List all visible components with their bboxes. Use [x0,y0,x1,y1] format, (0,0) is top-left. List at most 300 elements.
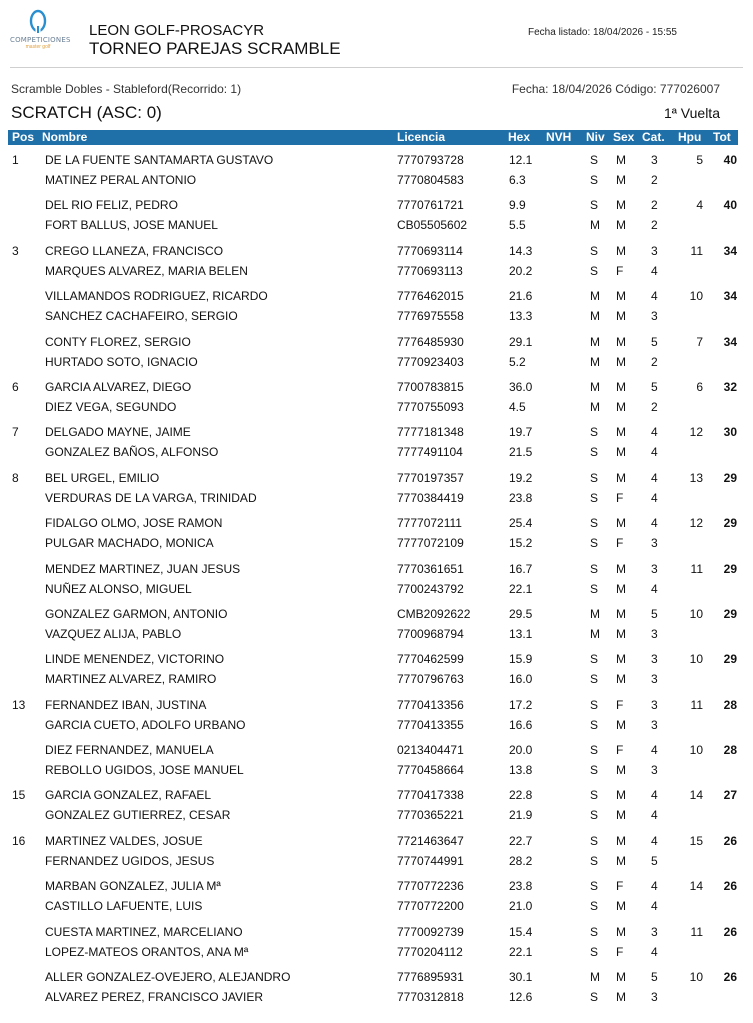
player-line [0,787,753,807]
player-name-cell: MENDEZ MARTINEZ, JUAN JESUS [45,561,241,576]
category-cell: 4 [651,425,658,440]
table-row [0,288,753,333]
category-cell: 3 [651,763,658,778]
player-name-cell: DELGADO MAYNE, JAIME [45,425,191,440]
sex-cell: M [616,379,626,394]
license-cell: 7776462015 [397,289,464,304]
category-cell: 4 [651,581,658,596]
category-cell: 3 [651,697,658,712]
hex-cell: 12.6 [509,990,533,1005]
total-cell: 34 [723,243,737,258]
player-name-cell: GONZALEZ GUTIERREZ, CESAR [45,808,231,823]
hex-cell: 36.0 [509,379,533,394]
player-name-cell: DIEZ FERNANDEZ, MANUELA [45,743,214,758]
category-cell: 4 [651,289,658,304]
player-line [0,217,753,237]
total-cell: 29 [723,516,737,531]
license-cell: 7770923403 [397,354,464,369]
category-cell: 5 [651,606,658,621]
category-cell: 2 [651,173,658,187]
total-cell: 32 [723,379,737,394]
table-header [8,130,738,145]
col-pos: Pos [12,130,35,144]
hex-cell: 6.3 [509,173,526,187]
category-cell: 3 [651,309,658,324]
license-cell: 7721463647 [397,833,464,848]
sex-cell: M [616,354,626,369]
hpu-cell: 14 [689,879,703,894]
license-cell: 7777072111 [397,516,462,531]
license-cell: 7770413355 [397,717,464,732]
hpu-cell: 11 [690,924,703,939]
level-cell: M [590,626,600,641]
round-label: 1ª Vuelta [663,105,720,121]
col-name: Nombre [42,130,88,144]
player-line [0,561,753,581]
sex-cell: M [616,173,626,187]
level-cell: M [590,289,600,304]
col-license: Licencia [397,130,446,144]
total-cell: 29 [723,561,737,576]
hex-cell: 20.0 [509,743,533,758]
level-cell: S [590,717,599,732]
sex-cell: M [616,516,626,531]
hpu-cell: 10 [689,743,703,758]
level-cell: S [590,516,599,531]
sex-cell: M [616,672,626,687]
hpu-cell: 12 [689,516,703,531]
table-row [0,561,753,606]
player-name-cell: GARCIA GONZALEZ, RAFAEL [45,788,212,803]
license-cell: 7770693114 [397,243,463,258]
player-name-cell: SANCHEZ CACHAFEIRO, SERGIO [45,309,238,324]
hex-cell: 13.8 [509,763,533,778]
level-cell: M [590,970,600,985]
level-cell: M [590,379,600,394]
hex-cell: 13.1 [509,626,533,641]
player-line [0,444,753,464]
sex-cell: M [616,990,626,1005]
hex-cell: 21.5 [509,445,533,460]
hpu-cell: 14 [689,788,703,803]
level-cell: S [590,879,599,894]
position-cell: 8 [12,470,19,485]
player-name-cell: MATINEZ PERAL ANTONIO [45,173,197,187]
header-divider [10,67,743,68]
page-header [0,0,753,68]
level-cell: S [590,173,599,187]
player-name-cell: FERNANDEZ UGIDOS, JESUS [45,853,215,868]
table-row [0,424,753,469]
player-line [0,989,753,1009]
player-line [0,762,753,782]
logo-ring-icon [27,8,49,34]
license-cell: 7770796763 [397,672,464,687]
license-cell: 7777181348 [397,425,464,440]
category-cell: 5 [651,970,658,985]
col-sex: Sex [613,130,635,144]
hex-cell: 16.6 [509,717,533,732]
player-name-cell: GARCIA ALVAREZ, DIEGO [45,379,192,394]
category-cell: 3 [651,561,658,576]
level-cell: S [590,788,599,803]
category-cell: 3 [651,536,658,551]
sex-cell: M [616,833,626,848]
col-cat: Cat. [642,130,665,144]
player-line [0,399,753,419]
player-line [0,878,753,898]
hex-cell: 22.1 [509,944,533,959]
category-cell: 4 [651,808,658,823]
player-name-cell: GONZALEZ GARMON, ANTONIO [45,606,228,621]
player-name-cell: BEL URGEL, EMILIO [45,470,160,485]
table-row [0,787,753,832]
level-cell: S [590,899,599,914]
hex-cell: 15.9 [509,652,533,667]
level-cell: S [590,808,599,823]
col-tot: Tot [713,130,731,144]
hpu-cell: 15 [689,833,703,848]
sex-cell: M [616,808,626,823]
level-cell: S [590,153,599,167]
license-cell: 7770204112 [397,944,463,959]
sex-cell: M [616,289,626,304]
sex-cell: M [616,970,626,985]
level-cell: S [590,697,599,712]
table-row [0,243,753,288]
license-cell: 7776895931 [397,970,464,985]
table-row [0,651,753,696]
total-cell: 40 [723,153,737,167]
category-cell: 3 [651,626,658,641]
license-cell: 7770744991 [397,853,464,868]
sex-cell: M [616,788,626,803]
license-cell: 7770361651 [397,561,464,576]
license-cell: 7770772236 [397,879,464,894]
license-cell: CMB2092622 [397,606,471,621]
player-line [0,969,753,989]
level-cell: M [590,334,600,349]
hex-cell: 21.9 [509,808,533,823]
sex-cell: F [616,490,624,505]
license-cell: 7770755093 [397,399,464,414]
sex-cell: M [616,334,626,349]
level-cell: S [590,924,599,939]
player-name-cell: ALLER GONZALEZ-OVEJERO, ALEJANDRO [45,970,291,985]
total-cell: 28 [723,697,737,712]
category-cell: 3 [651,924,658,939]
license-cell: 7770804583 [397,173,464,187]
hpu-cell: 10 [689,970,703,985]
player-line [0,853,753,873]
table-row [0,878,753,923]
level-cell: S [590,445,599,460]
hex-cell: 22.7 [509,833,533,848]
license-cell: 7770384419 [397,490,464,505]
hex-cell: 13.3 [509,309,533,324]
player-line [0,651,753,671]
total-cell: 29 [723,652,737,667]
player-line [0,833,753,853]
level-cell: M [590,354,600,369]
level-cell: S [590,198,599,213]
hex-cell: 12.1 [509,153,533,167]
total-cell: 28 [723,743,737,758]
total-cell: 27 [723,788,737,803]
col-niv: Niv [586,130,605,144]
sex-cell: F [616,944,624,959]
sex-cell: M [616,853,626,868]
tournament-title: TORNEO PAREJAS SCRAMBLE [89,39,341,58]
level-cell: M [590,606,600,621]
category-cell: 4 [651,445,658,460]
hpu-cell: 7 [696,334,703,349]
license-cell: 7770413356 [397,697,464,712]
sex-cell: M [616,606,626,621]
category-cell: 2 [651,354,658,369]
sex-cell: M [616,717,626,732]
player-line [0,742,753,762]
category-cell: 4 [651,516,658,531]
category-cell: 4 [651,470,658,485]
position-cell: 1 [12,153,19,167]
category-cell: 3 [651,717,658,732]
position-cell: 6 [12,379,19,394]
level-cell: S [590,243,599,258]
level-cell: S [590,470,599,485]
player-line [0,515,753,535]
sex-cell: M [616,309,626,324]
level-cell: M [590,218,600,233]
player-name-cell: CREGO LLANEZA, FRANCISCO [45,243,224,258]
col-nvh: NVH [546,130,572,144]
total-cell: 26 [723,833,737,848]
license-cell: 7776485930 [397,334,464,349]
level-cell: S [590,833,599,848]
position-cell: 16 [12,833,26,848]
player-line [0,697,753,717]
total-cell: 26 [723,879,737,894]
license-cell: 7777491104 [397,445,463,460]
table-row [0,833,753,878]
player-line [0,263,753,283]
category-cell: 4 [651,879,658,894]
player-name-cell: LINDE MENENDEZ, VICTORINO [45,652,225,667]
category-cell: 2 [651,198,658,213]
table-row [0,924,753,969]
category-cell: 4 [651,490,658,505]
table-row [0,470,753,515]
player-line [0,334,753,354]
level-cell: S [590,263,599,278]
logo-subtext: master golf [25,44,51,50]
hpu-cell: 11 [690,243,703,258]
player-name-cell: FORT BALLUS, JOSE MANUEL [45,218,218,233]
hpu-cell: 11 [690,561,703,576]
category-cell: 4 [651,899,658,914]
player-line [0,243,753,263]
category-cell: 5 [651,853,658,868]
sex-cell: F [616,697,624,712]
table-row [0,969,753,1014]
category-cell: 3 [651,153,658,167]
hex-cell: 21.6 [509,289,533,304]
sex-cell: M [616,652,626,667]
category-cell: 3 [651,990,658,1005]
category-cell: 3 [651,243,658,258]
player-name-cell: CUESTA MARTINEZ, MARCELIANO [45,924,243,939]
position-cell: 7 [12,425,19,440]
license-cell: 0213404471 [397,743,464,758]
sex-cell: M [616,243,626,258]
player-line [0,606,753,626]
player-name-cell: MARTINEZ ALVAREZ, RAMIRO [45,672,217,687]
sex-cell: M [616,425,626,440]
list-date: Fecha listado: 18/04/2026 - 15:55 [528,27,677,38]
category-cell: 2 [651,218,658,233]
position-cell: 15 [12,788,26,803]
hex-cell: 4.5 [509,399,526,414]
table-row [0,697,753,742]
category-cell: 5 [651,379,658,394]
level-cell: S [590,536,599,551]
player-name-cell: CASTILLO LAFUENTE, LUIS [45,899,203,914]
hpu-cell: 5 [696,153,703,167]
player-name-cell: MARQUES ALVAREZ, MARIA BELEN [45,263,248,278]
total-cell: 26 [723,970,737,985]
player-name-cell: REBOLLO UGIDOS, JOSE MANUEL [45,763,244,778]
player-line [0,354,753,374]
hpu-cell: 10 [689,289,703,304]
col-hpu: Hpu [678,130,702,144]
player-line [0,807,753,827]
level-cell: S [590,990,599,1005]
player-name-cell: ALVAREZ PEREZ, FRANCISCO JAVIER [45,990,264,1005]
table-row [0,515,753,560]
table-row [0,606,753,651]
license-cell: 7770462599 [397,652,464,667]
license-cell: 7700783815 [397,379,464,394]
license-cell: 7770092739 [397,924,464,939]
player-line [0,898,753,918]
hex-cell: 5.5 [509,218,526,233]
hex-cell: 5.2 [509,354,526,369]
player-line [0,172,753,192]
sex-cell: F [616,879,624,894]
table-row [0,152,753,197]
hpu-cell: 4 [696,198,703,213]
player-line [0,581,753,601]
license-cell: 7770312818 [397,990,464,1005]
player-line [0,626,753,646]
category-cell: 2 [651,399,658,414]
date-code: Fecha: 18/04/2026 Código: 777026007 [511,82,720,96]
category-cell: 4 [651,263,658,278]
player-line [0,717,753,737]
player-line [0,288,753,308]
player-line [0,308,753,328]
sex-cell: M [616,470,626,485]
hpu-cell: 13 [689,470,703,485]
license-cell: 7700968794 [397,626,464,641]
license-cell: 7770365221 [397,808,464,823]
license-cell: 7776975558 [397,309,464,324]
level-cell: S [590,561,599,576]
sex-cell: M [616,581,626,596]
hex-cell: 9.9 [509,198,526,213]
player-name-cell: LOPEZ-MATEOS ORANTOS, ANA Mª [45,944,249,959]
hex-cell: 29.5 [509,606,533,621]
hpu-cell: 10 [689,606,703,621]
sex-cell: M [616,218,626,233]
license-cell: 7770197357 [397,470,464,485]
sex-cell: M [616,153,626,167]
level-cell: S [590,944,599,959]
license-cell: 7770693113 [397,263,463,278]
position-cell: 3 [12,243,19,258]
hex-cell: 17.2 [509,697,533,712]
hex-cell: 16.0 [509,672,533,687]
license-cell: 7777072109 [397,536,464,551]
player-name-cell: GONZALEZ BAÑOS, ALFONSO [45,445,219,460]
category-cell: 4 [651,743,658,758]
hex-cell: 30.1 [509,970,533,985]
player-line [0,470,753,490]
category-cell: 5 [651,334,658,349]
player-line [0,197,753,217]
player-name-cell: PULGAR MACHADO, MONICA [45,536,214,551]
license-cell: 7770772200 [397,899,464,914]
total-cell: 29 [723,606,737,621]
player-name-cell: CONTY FLOREZ, SERGIO [45,334,191,349]
license-cell: 7770458664 [397,763,464,778]
table-row [0,379,753,424]
player-line [0,944,753,964]
player-line [0,924,753,944]
player-name-cell: VILLAMANDOS RODRIGUEZ, RICARDO [45,289,268,304]
hex-cell: 22.8 [509,788,533,803]
sex-cell: M [616,763,626,778]
competition-format: Scramble Dobles - Stableford(Recorrido: 1) [11,82,242,96]
player-line [0,152,753,172]
player-name-cell: GARCIA CUETO, ADOLFO URBANO [45,717,246,732]
level-cell: S [590,652,599,667]
table-row [0,334,753,379]
position-cell: 13 [12,697,26,712]
level-cell: S [590,763,599,778]
category-cell: 3 [651,652,658,667]
col-hex: Hex [508,130,531,144]
hex-cell: 16.7 [509,561,533,576]
category-title: SCRATCH (ASC: 0) [11,103,162,122]
total-cell: 34 [723,334,737,349]
table-row [0,197,753,242]
level-cell: S [590,490,599,505]
level-cell: M [590,399,600,414]
license-cell: 7770793728 [397,153,464,167]
hpu-cell: 6 [696,379,703,394]
sex-cell: M [616,445,626,460]
hex-cell: 23.8 [509,879,533,894]
hpu-cell: 11 [690,697,703,712]
player-name-cell: VERDURAS DE LA VARGA, TRINIDAD [45,490,257,505]
player-line [0,490,753,510]
hpu-cell: 10 [689,652,703,667]
hex-cell: 19.2 [509,470,533,485]
sex-cell: M [616,924,626,939]
total-cell: 26 [723,924,737,939]
sex-cell: F [616,536,624,551]
